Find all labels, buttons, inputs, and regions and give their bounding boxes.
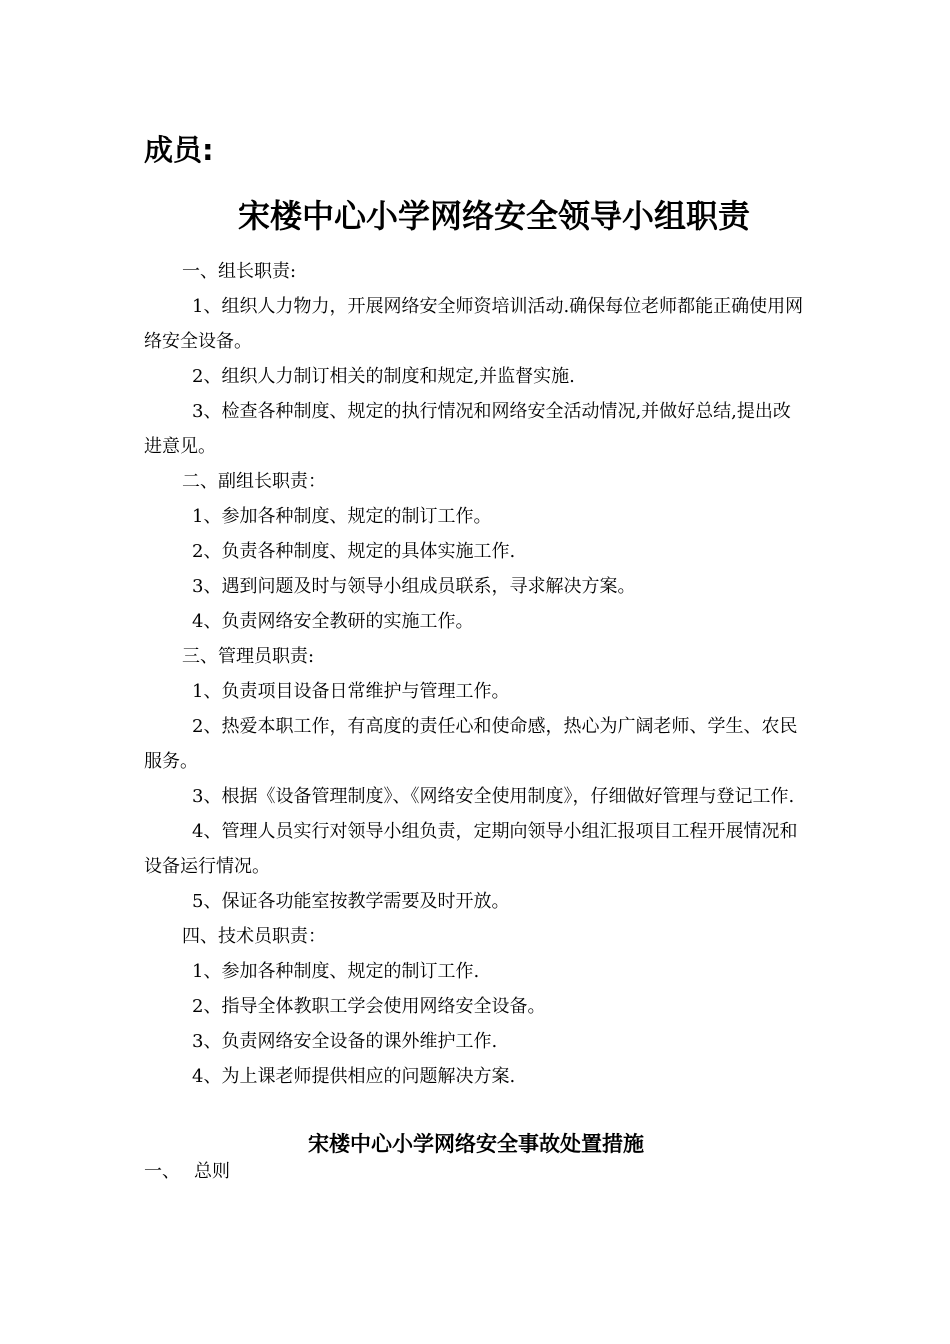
list-item: 3、根据《设备管理制度》、《网络安全使用制度》，仔细做好管理与登记工作. (192, 786, 795, 807)
incident-measures-title: 宋楼中心小学网络安全事故处置措施 (308, 1132, 644, 1156)
document-title: 宋楼中心小学网络安全领导小组职责 (237, 197, 750, 235)
section-heading-deputy-leader: 二、副组长职责： (182, 471, 326, 492)
list-item: 4、为上课老师提供相应的问题解决方案. (192, 1066, 516, 1087)
section-heading-technician: 四、技术员职责： (182, 926, 326, 947)
list-item: 3、遇到问题及时与领导小组成员联系，寻求解决方案。 (192, 576, 636, 597)
list-item: 3、检查各种制度、规定的执行情况和网络安全活动情况,并做好总结,提出改进意见。 (144, 401, 791, 457)
list-item: 4、管理人员实行对领导小组负责，定期向领导小组汇报项目工程开展情况和设备运行情况。 (144, 821, 798, 877)
section-heading-administrator: 三、管理员职责: (182, 646, 315, 667)
list-item: 1、组织人力物力，开展网络安全师资培训活动.确保每位老师都能正确使用网络安全设备。 (144, 296, 804, 352)
section-heading-leader: 一、组长职责: (182, 261, 297, 282)
list-item: 2、指导全体教职工学会使用网络安全设备。 (192, 996, 546, 1017)
list-item: 2、热爱本职工作，有高度的责任心和使命感，热心为广阔老师、学生、农民服务。 (144, 716, 798, 772)
list-item: 2、负责各种制度、规定的具体实施工作. (192, 541, 516, 562)
list-item: 3、负责网络安全设备的课外维护工作. (192, 1031, 498, 1052)
list-item: 2、组织人力制订相关的制度和规定,并监督实施. (192, 366, 575, 387)
general-heading (144, 1155, 230, 1189)
responsibilities-body (144, 254, 804, 1094)
members-label: 成员: (144, 133, 214, 167)
list-item: 1、参加各种制度、规定的制订工作。 (192, 506, 492, 527)
general-label: 总则 (194, 1161, 230, 1182)
list-item: 1、负责项目设备日常维护与管理工作。 (192, 681, 510, 702)
list-item: 1、参加各种制度、规定的制订工作. (192, 961, 480, 982)
list-item: 4、负责网络安全教研的实施工作。 (192, 611, 474, 632)
general-number: 一、 (144, 1161, 180, 1182)
list-item: 5、保证各功能室按教学需要及时开放。 (192, 891, 510, 912)
